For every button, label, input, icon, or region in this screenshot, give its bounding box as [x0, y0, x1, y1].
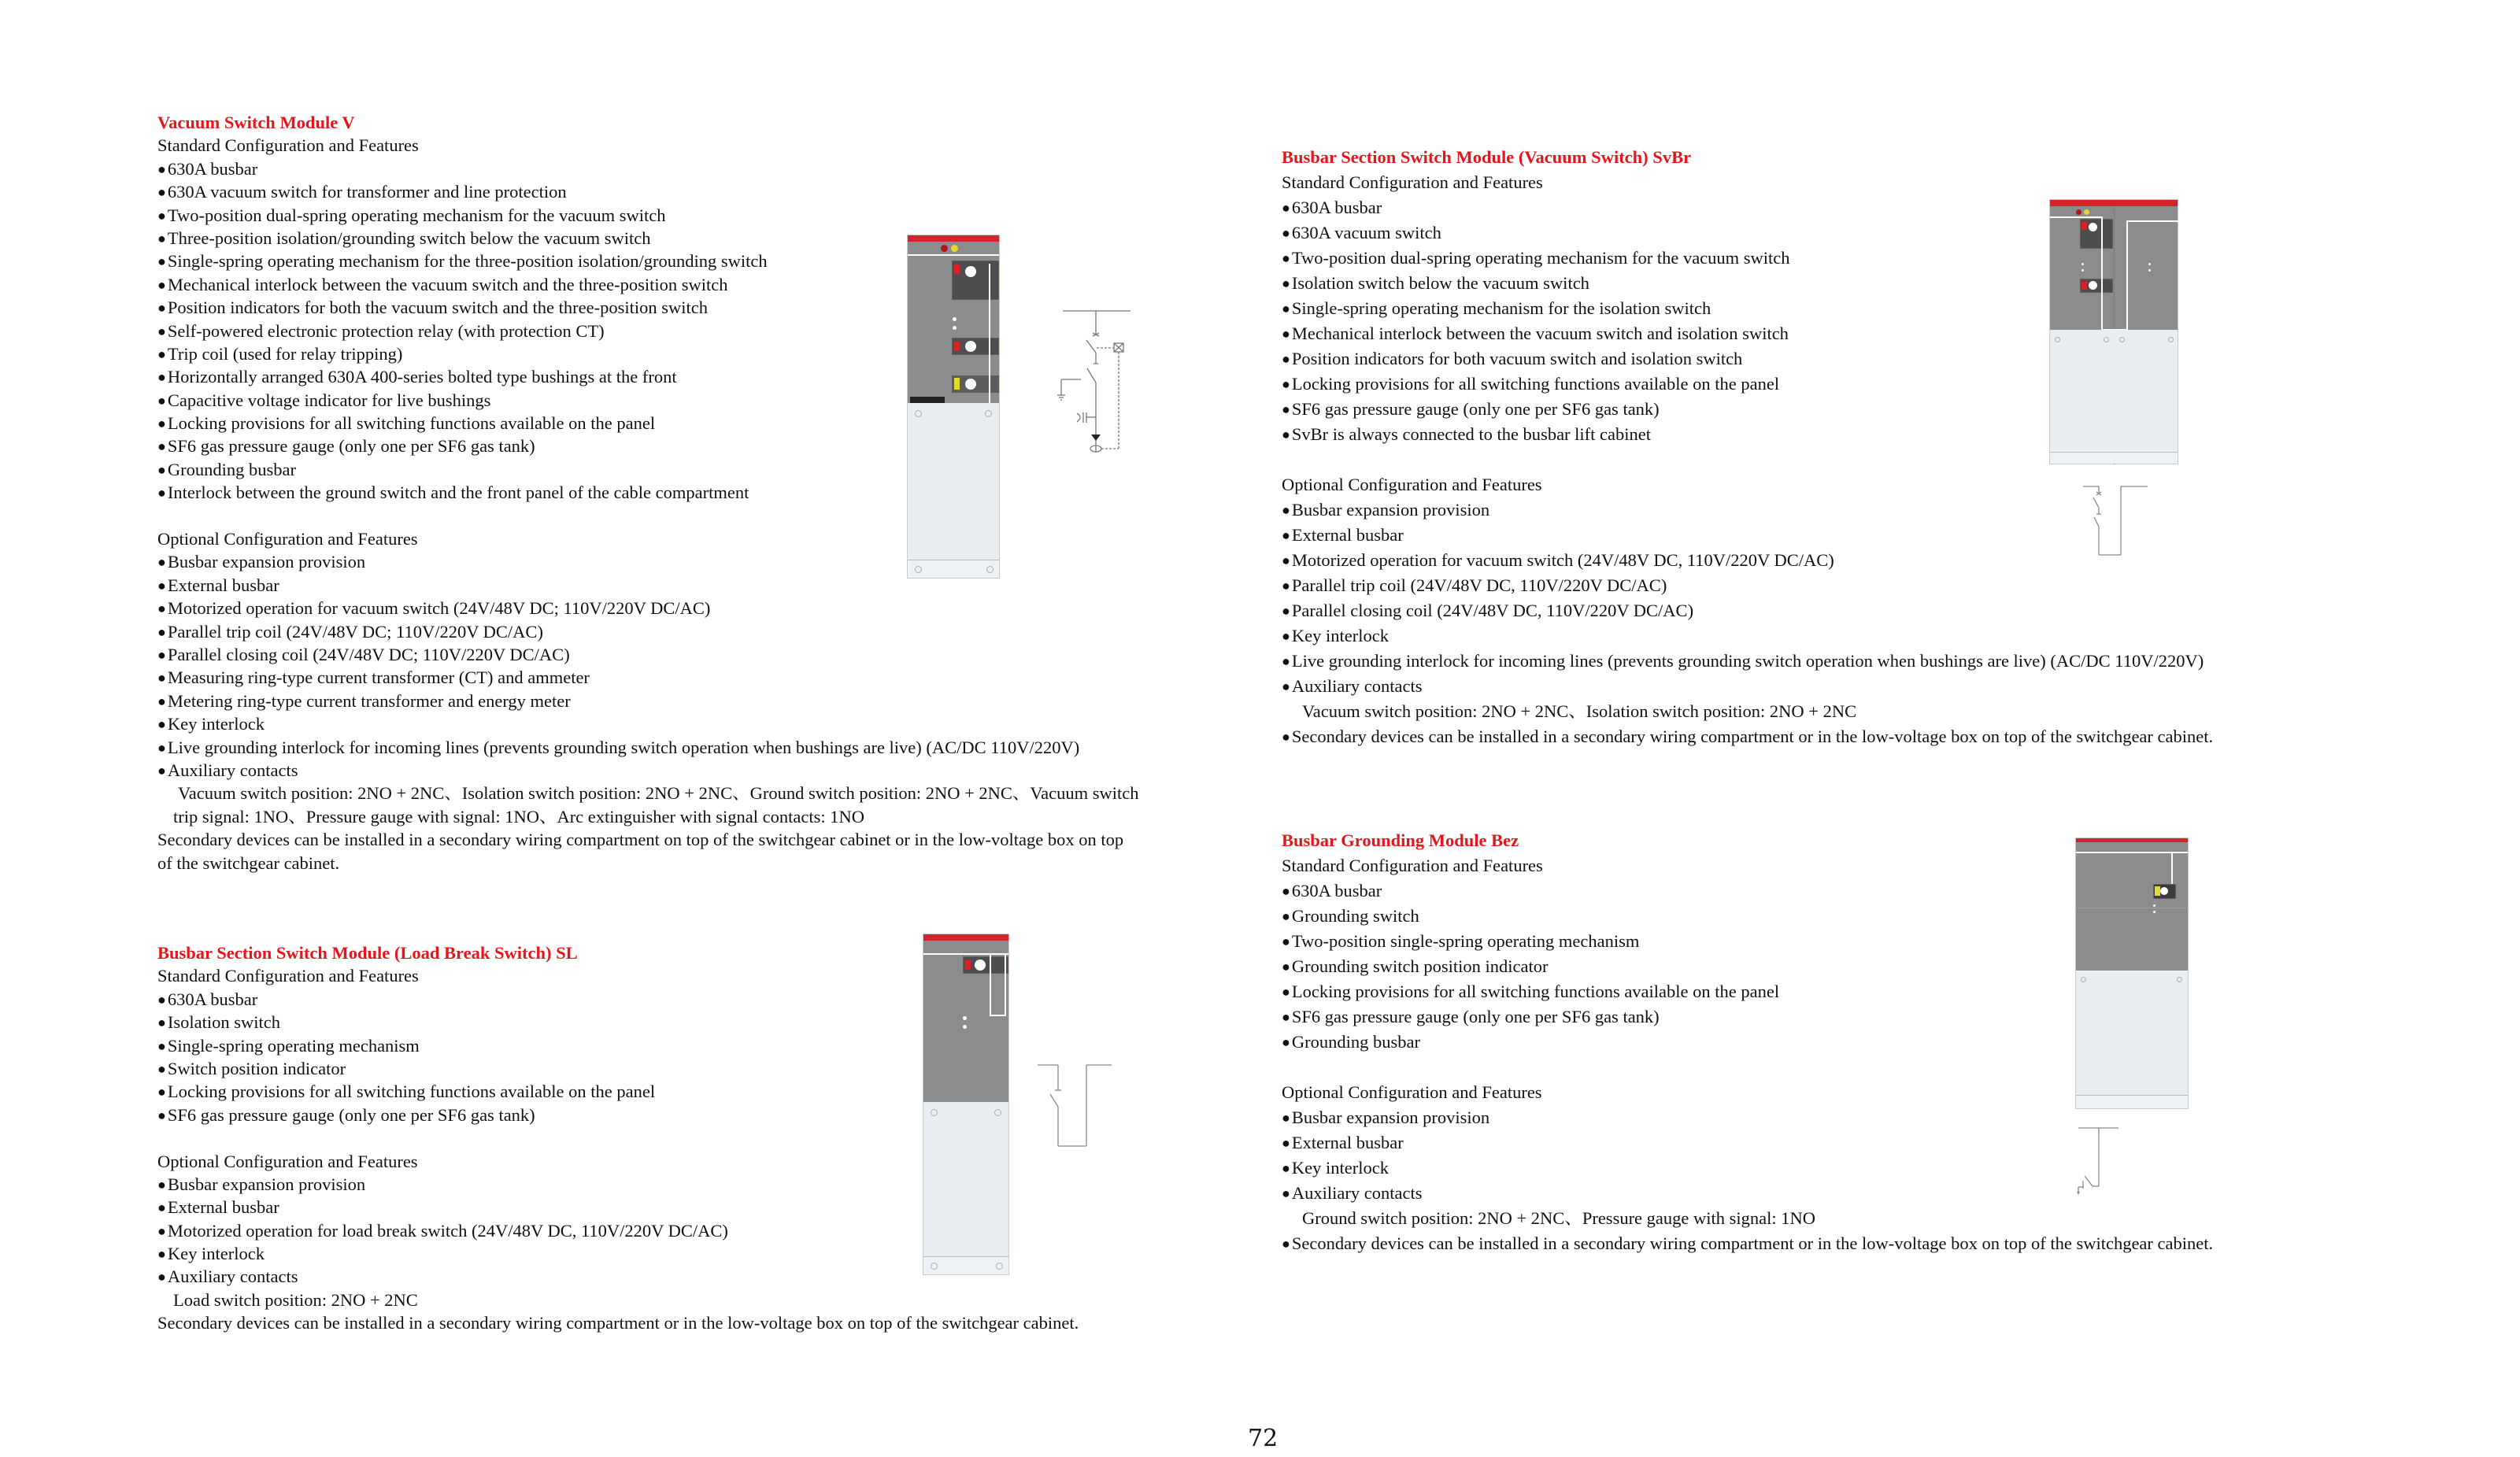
svbr-single-line-diagram-icon: [2083, 484, 2154, 563]
list-item: ● SF6 gas pressure gauge (only one per SF6 gas tank): [157, 1104, 1079, 1126]
list-item: ● Auxiliary contacts: [1282, 1181, 2213, 1206]
list-item: ● Three-position isolation/grounding switch below the vacuum switch: [157, 227, 1139, 250]
list-item: ● SF6 gas pressure gauge (only one per SF6 gas tank): [157, 435, 1139, 457]
list-item: ● 630A busbar: [1282, 195, 2213, 220]
list-item: ● Measuring ring-type current transformer (CT) and ammeter: [157, 666, 1139, 689]
auxiliary-contacts-detail: trip signal: 1NO、Pressure gauge with signal: 1NO、Arc extinguisher with signal contacts: 1NO: [173, 806, 864, 826]
red-indicator-lamp-icon: [941, 245, 948, 252]
list-item: ● Trip coil (used for relay tripping): [157, 342, 1139, 365]
list-item: ● Motorized operation for load break switch (24V/48V DC, 110V/220V DC/AC): [157, 1219, 1079, 1242]
bez-single-line-diagram-icon: [2077, 1126, 2124, 1196]
list-item: ● Key interlock: [1282, 623, 2213, 649]
list-item: ● Mechanical interlock between the vacuum switch and the three-position switch: [157, 273, 1139, 296]
list-item: ● Live grounding interlock for incoming lines (prevents grounding switch operation when bushings are live) (AC/DC 110V/220V): [1282, 649, 2213, 674]
list-item: ● Key interlock: [1282, 1156, 2213, 1181]
standard-features-label: Standard Configuration and Features: [157, 966, 419, 986]
list-item: ● Motorized operation for vacuum switch (24V/48V DC, 110V/220V DC/AC): [1282, 548, 2213, 573]
list-item: ● Auxiliary contacts: [1282, 674, 2213, 699]
list-item: ● Locking provisions for all switching functions available on the panel: [157, 1080, 1079, 1103]
list-item: ● Single-spring operating mechanism for the three-position isolation/grounding switch: [157, 250, 1139, 272]
list-item: ● Switch position indicator: [157, 1057, 1079, 1080]
isolation-switch-mechanism-icon: [2080, 279, 2113, 293]
standard-features-label: Standard Configuration and Features: [1282, 172, 1543, 192]
secondary-devices-note: ● Secondary devices can be installed in a secondary wiring compartment or in the low-voltage box on top of the switchgear cabinet.: [1282, 1231, 2213, 1256]
grounding-switch-mechanism-icon: [2153, 884, 2176, 899]
secondary-devices-note: Secondary devices can be installed in a secondary wiring compartment on top of the switchgear cabinet or in the low-voltage box on top: [157, 830, 1124, 850]
svbr-cabinet-illustration: [2049, 199, 2178, 464]
list-item: ● SF6 gas pressure gauge (only one per SF6 gas tank): [1282, 1004, 2213, 1030]
load-break-switch-cabinet-illustration: [923, 934, 1009, 1275]
auxiliary-contacts-detail: Vacuum switch position: 2NO + 2NC、Isolation switch position: 2NO + 2NC、Ground switch position: 2NO + 2NC、Vacuum switch: [178, 783, 1139, 804]
secondary-devices-note: Secondary devices can be installed in a secondary wiring compartment or in the low-voltage box on top of the switchgear cabinet.: [157, 1313, 1079, 1333]
list-item: ● Single-spring operating mechanism: [157, 1034, 1079, 1057]
auxiliary-contacts-detail: Vacuum switch position: 2NO + 2NC、Isolation switch position: 2NO + 2NC: [1302, 701, 1857, 721]
voltage-indicator-strip-icon: [910, 397, 945, 403]
list-item: ● Busbar expansion provision: [157, 1173, 1079, 1196]
optional-features-label: Optional Configuration and Features: [157, 1151, 418, 1171]
bez-cabinet-illustration: [2075, 838, 2189, 1109]
list-item: ● Live grounding interlock for incoming lines (prevents grounding switch operation when bushings are live) (AC/DC 110V/220V): [157, 736, 1139, 759]
section-title: Vacuum Switch Module V: [157, 113, 355, 132]
list-item: ● 630A busbar: [1282, 878, 2213, 904]
list-item: ● Grounding switch position indicator: [1282, 954, 2213, 979]
list-item: ● Key interlock: [157, 712, 1139, 735]
section-title: Busbar Grounding Module Bez: [1282, 830, 1519, 850]
list-item: ● Position indicators for both vacuum switch and isolation switch: [1282, 346, 2213, 372]
list-item: ● Auxiliary contacts: [157, 759, 1139, 782]
page-number: 72: [1248, 1425, 1279, 1452]
list-item: ● External busbar: [157, 574, 1139, 597]
list-item: ● Metering ring-type current transformer and energy meter: [157, 690, 1139, 712]
list-item: ● SF6 gas pressure gauge (only one per SF6 gas tank): [1282, 397, 2213, 422]
list-item: ● Parallel trip coil (24V/48V DC; 110V/220V DC/AC): [157, 620, 1139, 643]
section-title: Busbar Section Switch Module (Vacuum Switch) SvBr: [1282, 147, 1692, 167]
list-item: ● Isolation switch: [157, 1011, 1079, 1034]
standard-features-label: Standard Configuration and Features: [157, 135, 419, 156]
list-item: ● Locking provisions for all switching functions available on the panel: [1282, 979, 2213, 1004]
list-item: ● Grounding busbar: [157, 458, 1139, 481]
secondary-devices-note: of the switchgear cabinet.: [157, 852, 340, 873]
list-item: ● Position indicators for both the vacuum switch and the three-position switch: [157, 296, 1139, 319]
list-item: ● Parallel closing coil (24V/48V DC; 110V/220V DC/AC): [157, 643, 1139, 666]
optional-features-label: Optional Configuration and Features: [1282, 1082, 1542, 1102]
list-item: ● 630A busbar: [157, 157, 1139, 180]
list-item: ● Horizontally arranged 630A 400-series bolted type bushings at the front: [157, 365, 1139, 388]
secondary-devices-note: ● Secondary devices can be installed in a secondary wiring compartment or in the low-voltage box on top of the switchgear cabinet.: [1282, 724, 2213, 749]
section-busbar-grounding-module-bez: [1282, 828, 2213, 1256]
list-item: ● Busbar expansion provision: [157, 550, 1139, 573]
grounding-switch-mechanism-icon: [952, 375, 999, 393]
yellow-indicator-lamp-icon: [951, 245, 958, 252]
list-item: ● Grounding switch: [1282, 904, 2213, 929]
isolation-switch-mechanism-icon: [952, 338, 999, 355]
list-item: ● Grounding busbar: [1282, 1030, 2213, 1055]
vacuum-switch-mechanism-icon: [2080, 219, 2113, 249]
list-item: ● Capacitive voltage indicator for live bushings: [157, 389, 1139, 412]
list-item: ● Busbar expansion provision: [1282, 497, 2213, 523]
load-break-switch-single-line-diagram-icon: [1038, 1063, 1116, 1149]
list-item: ● Two-position dual-spring operating mechanism for the vacuum switch: [157, 204, 1139, 227]
standard-features-label: Standard Configuration and Features: [1282, 856, 1543, 875]
list-item: ● Two-position single-spring operating mechanism: [1282, 929, 2213, 954]
vacuum-switch-cabinet-illustration: [907, 235, 1000, 579]
vacuum-switch-mechanism-icon: [952, 261, 999, 300]
section-title: Busbar Section Switch Module (Load Break Switch) SL: [157, 943, 578, 963]
list-item: ● Mechanical interlock between the vacuum switch and isolation switch: [1282, 321, 2213, 346]
list-item: ● External busbar: [1282, 523, 2213, 548]
list-item: ● Isolation switch below the vacuum switch: [1282, 271, 2213, 296]
isolation-switch-mechanism-icon: [963, 956, 1008, 974]
list-item: ● Two-position dual-spring operating mechanism for the vacuum switch: [1282, 246, 2213, 271]
list-item: ● Motorized operation for vacuum switch (24V/48V DC; 110V/220V DC/AC): [157, 597, 1139, 619]
list-item: ● External busbar: [1282, 1130, 2213, 1156]
list-item: ● Key interlock: [157, 1242, 1079, 1265]
optional-features-label: Optional Configuration and Features: [157, 529, 418, 549]
list-item: ● Interlock between the ground switch and the front panel of the cable compartment: [157, 481, 1139, 504]
list-item: ● Busbar expansion provision: [1282, 1105, 2213, 1130]
spacer: [1282, 1055, 2213, 1080]
auxiliary-contacts-detail: Ground switch position: 2NO + 2NC、Pressure gauge with signal: 1NO: [1302, 1208, 1816, 1228]
list-item: ● Locking provisions for all switching functions available on the panel: [1282, 372, 2213, 397]
list-item: ● Parallel closing coil (24V/48V DC, 110V/220V DC/AC): [1282, 598, 2213, 623]
optional-features-label: Optional Configuration and Features: [1282, 475, 1542, 494]
list-item: ● Auxiliary contacts: [157, 1265, 1079, 1288]
list-item: ● SvBr is always connected to the busbar lift cabinet: [1282, 422, 2213, 447]
list-item: ● Locking provisions for all switching functions available on the panel: [157, 412, 1139, 435]
list-item: ● 630A busbar: [157, 988, 1079, 1011]
red-indicator-lamp-icon: [2076, 209, 2081, 215]
yellow-indicator-lamp-icon: [2084, 209, 2089, 215]
list-item: ● Parallel trip coil (24V/48V DC, 110V/220V DC/AC): [1282, 573, 2213, 598]
list-item: ● 630A vacuum switch for transformer and line protection: [157, 180, 1139, 203]
list-item: ● Single-spring operating mechanism for the isolation switch: [1282, 296, 2213, 321]
list-item: ● 630A vacuum switch: [1282, 220, 2213, 246]
auxiliary-contacts-detail: Load switch position: 2NO + 2NC: [173, 1289, 418, 1310]
list-item: ● External busbar: [157, 1196, 1079, 1218]
list-item: ● Self-powered electronic protection relay (with protection CT): [157, 320, 1139, 342]
vacuum-switch-single-line-diagram-icon: [1055, 307, 1142, 476]
